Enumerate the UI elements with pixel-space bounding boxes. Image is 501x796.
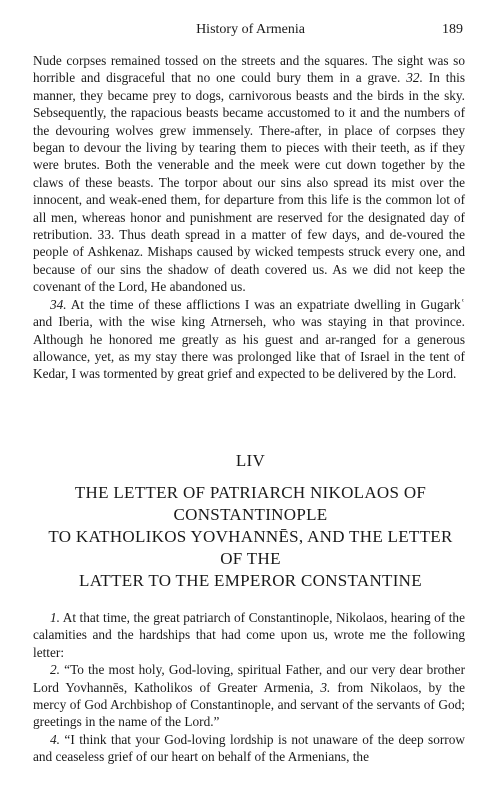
top-text-block bbox=[33, 52, 465, 383]
paragraph-salutation bbox=[33, 661, 465, 731]
paragraph-text: At the time of these afflictions I was an expatriate dwelling in Gugarkʿ and Iberia, with the wise king Atrnerseh, who was staying in that province. Although he honored me greatly as his guest and ar-ranged for a generous allowance, yet, as my stay there was prolonged like that of Israel in the tent of Kedar, I was tormented by great grief and expected to be delivered by the Lord. bbox=[33, 296, 465, 382]
running-head bbox=[38, 22, 463, 40]
verse-number: 3. bbox=[320, 679, 331, 695]
chapter-numeral: LIV bbox=[235, 451, 266, 470]
chapter-title-line: OF THE bbox=[220, 549, 281, 568]
chapter-title-line: THE LETTER OF PATRIARCH NIKOLAOS OF bbox=[74, 483, 427, 502]
chapter-title-line: CONSTANTINOPLE bbox=[173, 505, 328, 524]
verse-number: 32. bbox=[406, 70, 423, 86]
verse-number: 2. bbox=[50, 662, 60, 678]
bottom-text-block bbox=[33, 609, 465, 766]
paragraph-text: At that time, the great patriarch of Constantinople, Nikolaos, hearing of the calamities and the hardships that had come upon us, wrote me the following letter: bbox=[33, 610, 465, 660]
chapter-title-line: LATTER TO THE EMPEROR CONSTANTINE bbox=[79, 571, 422, 590]
paragraph-sorrow bbox=[33, 731, 465, 766]
paragraph-text: from Nikolaos, by the mercy of God Archbishop of Constantinople, and servant of the servants of God; greetings in the name of the Lord.” bbox=[33, 679, 466, 730]
paragraph-expatriate bbox=[33, 296, 465, 383]
paragraph-text: “I think that your God-loving lordship is not unaware of the deep sorrow and ceaseless grief of our heart on behalf of the Armenians, the bbox=[33, 731, 465, 765]
chapter-title-line: TO KATHOLIKOS YOVHANNĒS, AND THE LETTER bbox=[48, 527, 453, 546]
paragraph-text: In this manner, they became prey to dogs, carnivorous beasts and the birds in the sky. Sebsequently, the rapacious beasts became accustomed to it and the numbers of the devouring wolves grew immensely. There-after, in place of corpses they began to devour the living by tearing them to pieces with their teeth, as if they were brutes. Both the venerable and the meek were cut down together by the claws of these beasts. The torpor about our sins also spread its mist over the innocent, and weak-ened them, for departure from this life is the common lot of all men, whereas honor and punishment are reserved for the designated day of retribution. 33. Thus death spread in a matter of few days, and de-voured the people of Ashkenaz. Mishaps caused by wicked tempests struck every one, and because of our sins the shadow of death covered us. As we did not keep the covenant of the Lord, He abandoned us. bbox=[33, 70, 465, 295]
paragraph-patriarch bbox=[33, 609, 465, 661]
running-title: History of Armenia bbox=[196, 22, 305, 37]
verse-number: 1. bbox=[50, 610, 60, 625]
paragraph-text: Nude corpses remained tossed on the streets and the squares. The sight was so horrible and disgraceful that no one could bury them in a grave. bbox=[33, 53, 465, 86]
page-number: 189 bbox=[442, 22, 463, 37]
paragraph-text: “To the most holy, God-loving, spiritual Father, and our very dear brother Lord Yovhannēs, Katholikos of Greater Armenia, bbox=[33, 662, 465, 695]
chapter-heading bbox=[0, 450, 501, 592]
paragraph-nude-corpses bbox=[33, 52, 465, 296]
verse-number: 34. bbox=[50, 296, 67, 312]
verse-number: 4. bbox=[50, 731, 60, 747]
